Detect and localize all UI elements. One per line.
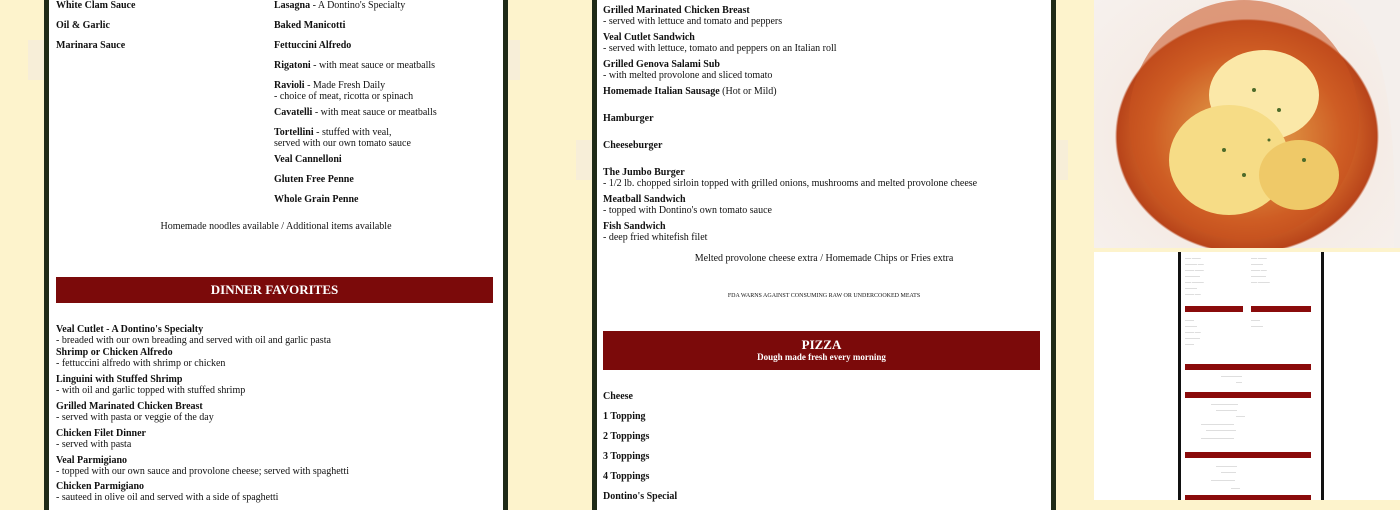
dinner-item-name: Shrimp or Chicken Alfredo xyxy=(56,347,173,358)
pasta-item xyxy=(274,107,437,118)
sandwich-name: Meatball Sandwich xyxy=(603,194,686,205)
dinner-favorites-title: DINNER FAVORITES xyxy=(210,282,339,297)
menu-thumbnail[interactable] xyxy=(1094,252,1400,500)
sandwich-item xyxy=(603,167,685,178)
sandwich-name: Cheeseburger xyxy=(603,140,663,151)
dinner-item-name: Chicken Parmigiano xyxy=(56,481,145,492)
pasta-item-desc: - with meat sauce or meatballs xyxy=(310,60,436,71)
sandwich-name: The Jumbo Burger xyxy=(603,167,685,178)
stuffed-shells-illustration xyxy=(1094,0,1400,248)
pasta-item xyxy=(274,80,385,91)
page-edge-shadow xyxy=(28,40,44,80)
menu-page-sandwiches xyxy=(592,0,1056,510)
sandwich-item xyxy=(603,59,720,70)
dinner-item-name: Linguini with Stuffed Shrimp xyxy=(56,374,183,385)
sandwich-desc: - 1/2 lb. chopped sirloin topped with grilled onions, mushrooms and melted provolone cheese xyxy=(603,178,978,189)
sandwich-name: Veal Cutlet Sandwich xyxy=(603,32,695,43)
pasta-item xyxy=(274,127,392,138)
dinner-item-desc: - served with pasta xyxy=(56,439,132,450)
pasta-item-desc: - stuffed with veal, xyxy=(313,127,392,138)
food-photo xyxy=(1094,0,1400,248)
pasta-item-name: Veal Cannelloni xyxy=(274,154,342,165)
pasta-item xyxy=(274,0,405,11)
sandwich-desc: - with melted provolone and sliced tomato xyxy=(603,70,773,81)
pasta-item-name: Cavatelli xyxy=(274,107,313,118)
sandwich-item xyxy=(603,140,662,151)
pizza-subtitle: Dough made fresh every morning xyxy=(757,352,886,362)
sandwich-name: Grilled Genova Salami Sub xyxy=(603,59,720,70)
pasta-item-name: Whole Grain Penne xyxy=(274,194,359,205)
sandwich-name: Fish Sandwich xyxy=(603,221,666,232)
sandwich-item xyxy=(603,113,654,124)
sandwich-name: Homemade Italian Sausage xyxy=(603,86,720,97)
sandwich-item xyxy=(603,5,750,16)
sandwich-desc: - served with lettuce and tomato and peppers xyxy=(603,16,783,27)
page-edge-shadow xyxy=(508,40,520,80)
pasta-item-name: Baked Manicotti xyxy=(274,20,346,31)
sauce-item: Oil & Garlic xyxy=(56,20,110,31)
dinner-item-desc: - sauteed in olive oil and served with a side of spaghetti xyxy=(56,492,279,503)
pasta-item-desc-line2: - choice of meat, ricotta or spinach xyxy=(274,91,414,102)
pizza-item: 3 Toppings xyxy=(603,451,650,462)
pizza-title: PIZZA xyxy=(801,337,842,352)
pasta-item xyxy=(274,20,345,31)
extras-note: Melted provolone cheese extra / Homemade Chips or Fries extra xyxy=(694,253,954,264)
pasta-item xyxy=(274,60,435,71)
sauce-item: Marinara Sauce xyxy=(56,40,126,51)
dinner-item-desc: - fettuccini alfredo with shrimp or chicken xyxy=(56,358,226,369)
dinner-item-desc: - with oil and garlic topped with stuffed shrimp xyxy=(56,385,246,396)
dinner-item-desc: - topped with our own sauce and provolone cheese; served with spaghetti xyxy=(56,466,349,477)
dinner-item-name: Chicken Filet Dinner xyxy=(56,428,146,439)
sandwich-desc: - served with lettuce, tomato and peppers on an Italian roll xyxy=(603,43,837,54)
pasta-item-name: Fettuccini Alfredo xyxy=(274,40,352,51)
sandwich-name: Hamburger xyxy=(603,113,654,124)
sandwich-suffix: (Hot or Mild) xyxy=(719,86,777,97)
pasta-item-desc: - A Dontino's Specialty xyxy=(310,0,406,11)
pasta-item-desc-line2: served with our own tomato sauce xyxy=(274,138,411,149)
page-edge-shadow xyxy=(1056,140,1068,180)
pasta-item-name: Ravioli xyxy=(274,80,305,91)
dinner-item-name: Veal Parmigiano xyxy=(56,455,128,466)
pasta-item-desc: - Made Fresh Daily xyxy=(304,80,386,91)
pasta-item-name: Lasagna xyxy=(274,0,311,11)
dinner-favorites-banner xyxy=(56,277,493,303)
sandwich-desc: - deep fried whitefish filet xyxy=(603,232,708,243)
pasta-item-name: Rigatoni xyxy=(274,60,311,71)
sandwich-item xyxy=(603,194,686,205)
sandwich-desc: - topped with Dontino's own tomato sauce xyxy=(603,205,772,216)
sandwich-item xyxy=(603,86,777,97)
dinner-item-name: Veal Cutlet - A Dontino's Specialty xyxy=(56,324,204,335)
pasta-item xyxy=(274,194,358,205)
pizza-item: Dontino's Special xyxy=(603,491,678,502)
menu-page-pasta xyxy=(44,0,508,510)
noodles-note: Homemade noodles available / Additional items available xyxy=(160,221,392,232)
pasta-item xyxy=(274,174,354,185)
sandwich-item xyxy=(603,32,695,43)
pizza-banner xyxy=(603,331,1040,370)
dinner-item-desc: - breaded with our own breading and served with oil and garlic pasta xyxy=(56,335,331,346)
thumbnail-sheet: —— ——— ———— —— ——— ——— ————— —— ———— ———— ——— —— —— ——— ———— ——— —— ————— —— ———— ——— ———— ——— —— ————— ——— ——— ———— ——————— —— ————————— ——————— ——— ——————————— —————————— ——————————— ——————— ————— ———————— ——— xyxy=(1178,252,1324,500)
sauce-item: White Clam Sauce xyxy=(56,0,136,11)
sandwich-item xyxy=(603,221,666,232)
pizza-item: 4 Toppings xyxy=(603,471,650,482)
pizza-item: 2 Toppings xyxy=(603,431,650,442)
sandwich-name: Grilled Marinated Chicken Breast xyxy=(603,5,750,16)
pasta-item xyxy=(274,154,342,165)
pizza-item: 1 Topping xyxy=(603,411,646,422)
pizza-item: Cheese xyxy=(603,391,633,402)
fda-warning: FDA WARNS AGAINST CONSUMING RAW OR UNDERCOOKED MEATS xyxy=(727,293,921,299)
pasta-item-desc: - with meat sauce or meatballs xyxy=(312,107,437,118)
pasta-item-name: Gluten Free Penne xyxy=(274,174,354,185)
dinner-item-desc: - served with pasta or veggie of the day xyxy=(56,412,214,423)
pasta-item xyxy=(274,40,351,51)
dinner-item-name: Grilled Marinated Chicken Breast xyxy=(56,401,203,412)
pasta-item-name: Tortellini xyxy=(274,127,314,138)
page-edge-shadow xyxy=(576,140,592,180)
